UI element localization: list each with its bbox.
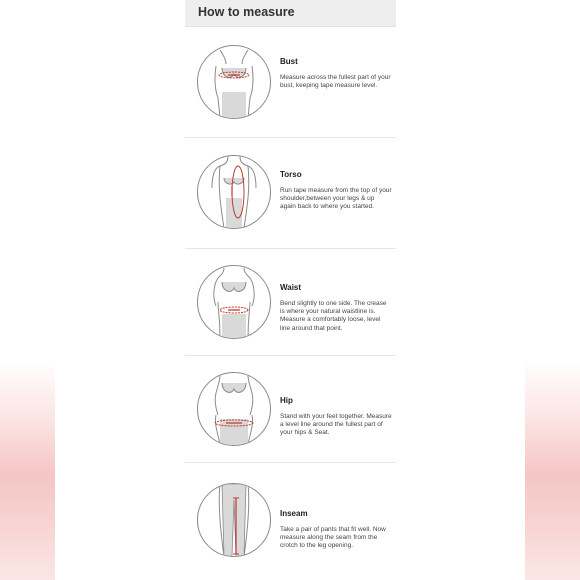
waist-description: Bend slightly to one side. The crease is where your natural waistline is. Measure a comfortably loose, level line around that point. <box>280 300 387 332</box>
torso-label: Torso <box>280 170 302 179</box>
hip-description: Stand with your feet together. Measure a level line around the fullest part of your hips & Seat. <box>280 413 392 437</box>
waist-label: Waist <box>280 283 302 292</box>
hip-measure-icon <box>197 372 271 446</box>
bust-measure-icon <box>197 45 271 119</box>
waist-measure-icon <box>197 265 271 339</box>
section-bust <box>185 27 396 138</box>
section-inseam <box>185 463 396 580</box>
torso-measure-icon <box>197 155 271 229</box>
bust-description: Measure across the fullest part of your bust, keeping tape measure level. <box>280 74 391 90</box>
section-torso <box>185 138 396 249</box>
guide-header <box>185 0 396 27</box>
left-background-band <box>0 0 55 580</box>
torso-description: Run tape measure from the top of your shoulder,between your legs & up again back to where you started. <box>280 187 392 211</box>
inseam-description: Take a pair of pants that fit well. Now measure along the seam from the crotch to the leg opening. <box>280 526 386 550</box>
hip-label: Hip <box>280 396 293 405</box>
bust-label: Bust <box>280 57 298 66</box>
section-waist <box>185 249 396 356</box>
inseam-measure-icon <box>197 483 271 557</box>
guide-title: How to measure <box>198 5 295 19</box>
section-hip <box>185 356 396 463</box>
size-guide-page <box>55 0 525 580</box>
inseam-label: Inseam <box>280 509 308 518</box>
right-background-band <box>525 0 580 580</box>
